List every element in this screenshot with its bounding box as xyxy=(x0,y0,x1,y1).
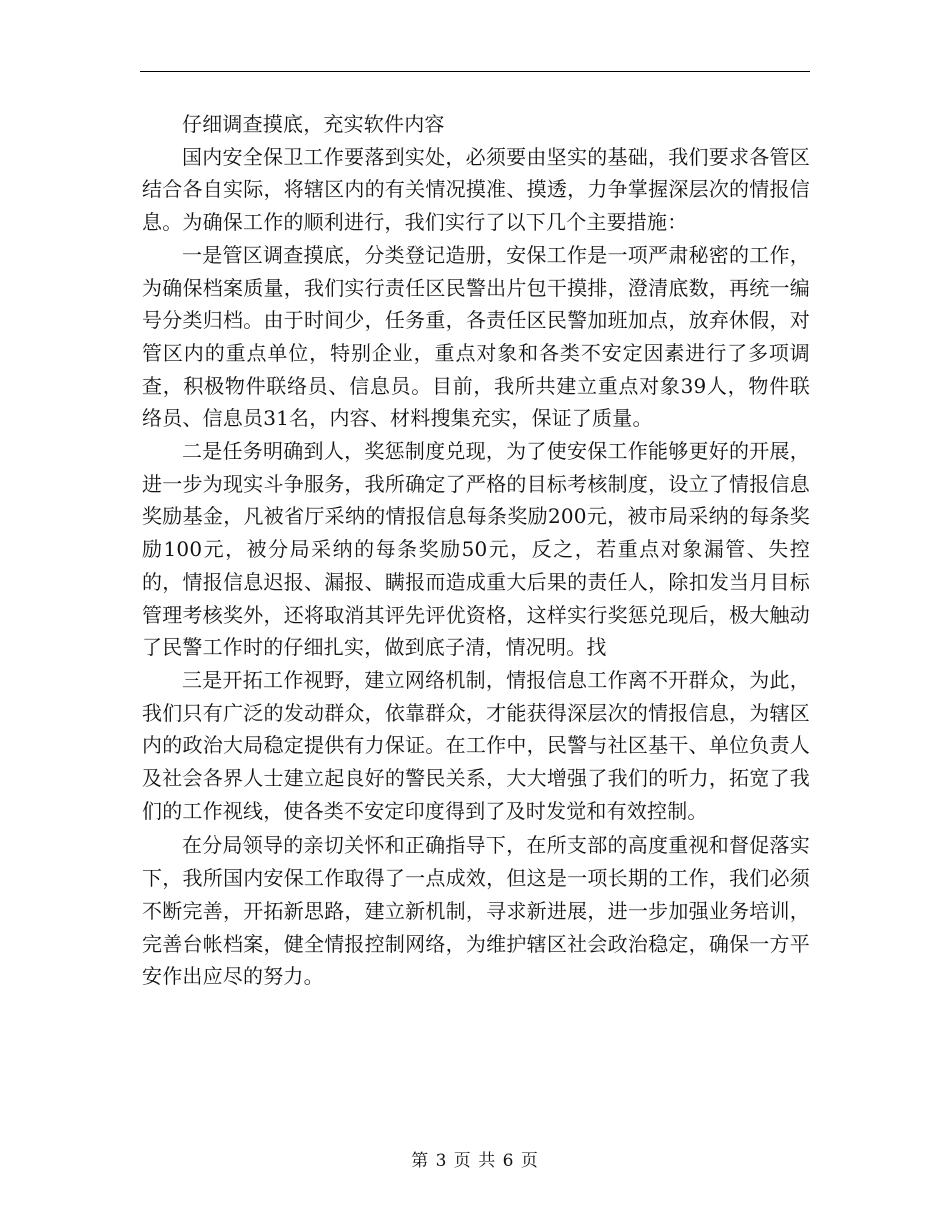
paragraph-intro: 国内安全保卫工作要落到实处，必须要由坚实的基础，我们要求各管区结合各自实际，将辖区内的有关情况摸准、摸透，力争掌握深层次的情报信息。为确保工作的顺利进行，我们实行了以下几个主要措施： xyxy=(142,144,810,235)
page-footer xyxy=(0,1146,950,1171)
paragraph-measure-1: 一是管区调查摸底，分类登记造册，安保工作是一项严肃秘密的工作，为确保档案质量，我们实行责任区民警出片包干摸排，澄清底数，再统一编号分类归档。由于时间少，任务重，各责任区民警加班加点，放弃休假，对管区内的重点单位，特别企业，重点对象和各类不安定因素进行了多项调查，积极物件联络员、信息员。目前，我所共建立重点对象39人，物件联络员、信息员31名，内容、材料搜集充实，保证了质量。 xyxy=(142,242,810,431)
page-number: 第 3 页 共 6 页 xyxy=(411,1151,539,1171)
paragraph-measure-3: 三是开拓工作视野，建立网络机制，情报信息工作离不开群众，为此，我们只有广泛的发动群众，依靠群众，才能获得深层次的情报信息，为辖区内的政治大局稳定提供有力保证。在工作中，民警与社区基干、单位负责人及社会各界人士建立起良好的警民关系，大大增强了我们的听力，拓宽了我们的工作视线，使各类不安定印度得到了及时发觉和有效控制。 xyxy=(142,667,810,823)
paragraph-conclusion: 在分局领导的亲切关怀和正确指导下，在所支部的高度重视和督促落实下，我所国内安保工作取得了一点成效，但这是一项长期的工作，我们必须不断完善，开拓新思路，建立新机制，寻求新进展，进一步加强业务培训，完善台帐档案，健全情报控制网络，为维护辖区社会政治稳定，确保一方平安作出应尽的努力。 xyxy=(142,833,810,989)
paragraph-measure-2: 二是任务明确到人，奖惩制度兑现，为了使安保工作能够更好的开展，进一步为现实斗争服务，我所确定了严格的目标考核制度，设立了情报信息奖励基金，凡被省厅采纳的情报信息每条奖励200元，被市局采纳的每条奖励100元，被分局采纳的每条奖励50元，反之，若重点对象漏管、失控的，情报信息迟报、漏报、瞒报而造成重大后果的责任人，除扣发当月目标管理考核奖外，还将取消其评先评优资格，这样实行奖惩兑现后，极大触动了民警工作时的仔细扎实，做到底子清，情况明。找 xyxy=(142,439,810,660)
section-heading: 仔细调查摸底，充实软件内容 xyxy=(182,112,445,136)
header-rule xyxy=(140,71,810,72)
document-body xyxy=(142,108,810,993)
